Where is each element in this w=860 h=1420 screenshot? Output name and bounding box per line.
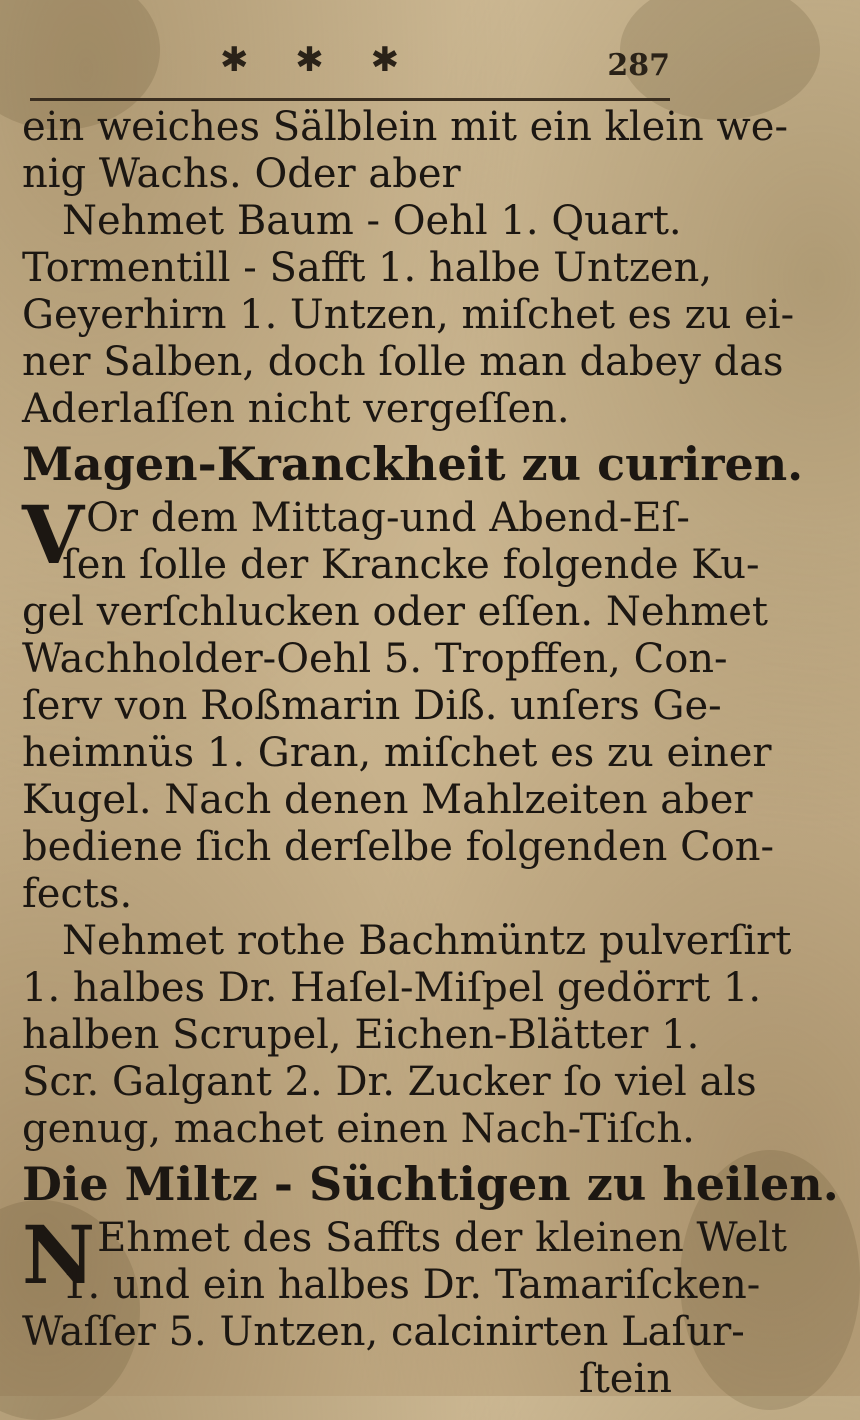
catchword: ſtein [578,1356,672,1402]
section-heading: Die Miltz - Süchtigen zu heilen. [22,1157,839,1211]
text-line: Nehmet Baum - Oehl 1. Quart. [62,198,682,244]
text-line: 1. und ein halbes Dr. Tamariſcken- [62,1262,761,1308]
page-header [30,40,670,100]
text-line: heimnüs 1. Gran, miſchet es zu einer [22,730,772,776]
text-line-rest: Or dem Mittag-und Abend-Eſ- [86,495,690,541]
text-line: bediene ſich derſelbe folgenden Con- [22,824,775,870]
text-line: ner Salben, doch ſolle man dabey das [22,339,784,385]
text-line: Waſſer 5. Untzen, calcinirten Laſur- [22,1309,745,1355]
header-rule [30,98,670,101]
text-line: ein weiches Sälblein mit ein klein we- [22,104,788,150]
text-line: genug, machet einen Nach-Tiſch. [22,1106,695,1152]
text-line: Tormentill - Safft 1. halbe Untzen, [22,245,713,291]
text-line: halben Scrupel, Eichen-Blätter 1. [22,1012,700,1058]
text-line: ſen ſolle der Krancke folgende Ku- [62,542,760,588]
text-line: 1. halbes Dr. Haſel-Miſpel gedörrt 1. [22,965,762,1011]
text-line: Scr. Galgant 2. Dr. Zucker ſo viel als [22,1059,757,1105]
section-heading: Magen-Kranckheit zu curiren. [22,437,804,491]
text-line-rest: Ehmet des Saffts der kleinen Welt [97,1215,787,1261]
text-line: Aderlaſſen nicht vergeſſen. [22,386,570,432]
text-line: Kugel. Nach denen Mahlzeiten aber [22,777,753,823]
text-line: Nehmet rothe Bachmüntz pulverſirt [62,918,792,964]
ornament-row: ✱ ✱ ✱ [220,40,418,80]
text-line: Geyerhirn 1. Untzen, miſchet es zu ei- [22,292,795,338]
text-block [22,104,839,1403]
drop-cap: N [22,1208,96,1302]
drop-cap: V [22,488,85,582]
text-line: Wachholder-Oehl 5. Tropffen, Con- [22,636,728,682]
text-line: gel verſchlucken oder eſſen. Nehmet [22,589,768,635]
text-line: nig Wachs. Oder aber [22,151,461,197]
page-number: 287 [607,48,670,83]
text-line: ſerv von Roßmarin Diß. unſers Ge- [22,683,722,729]
text-line: fects. [22,871,133,917]
